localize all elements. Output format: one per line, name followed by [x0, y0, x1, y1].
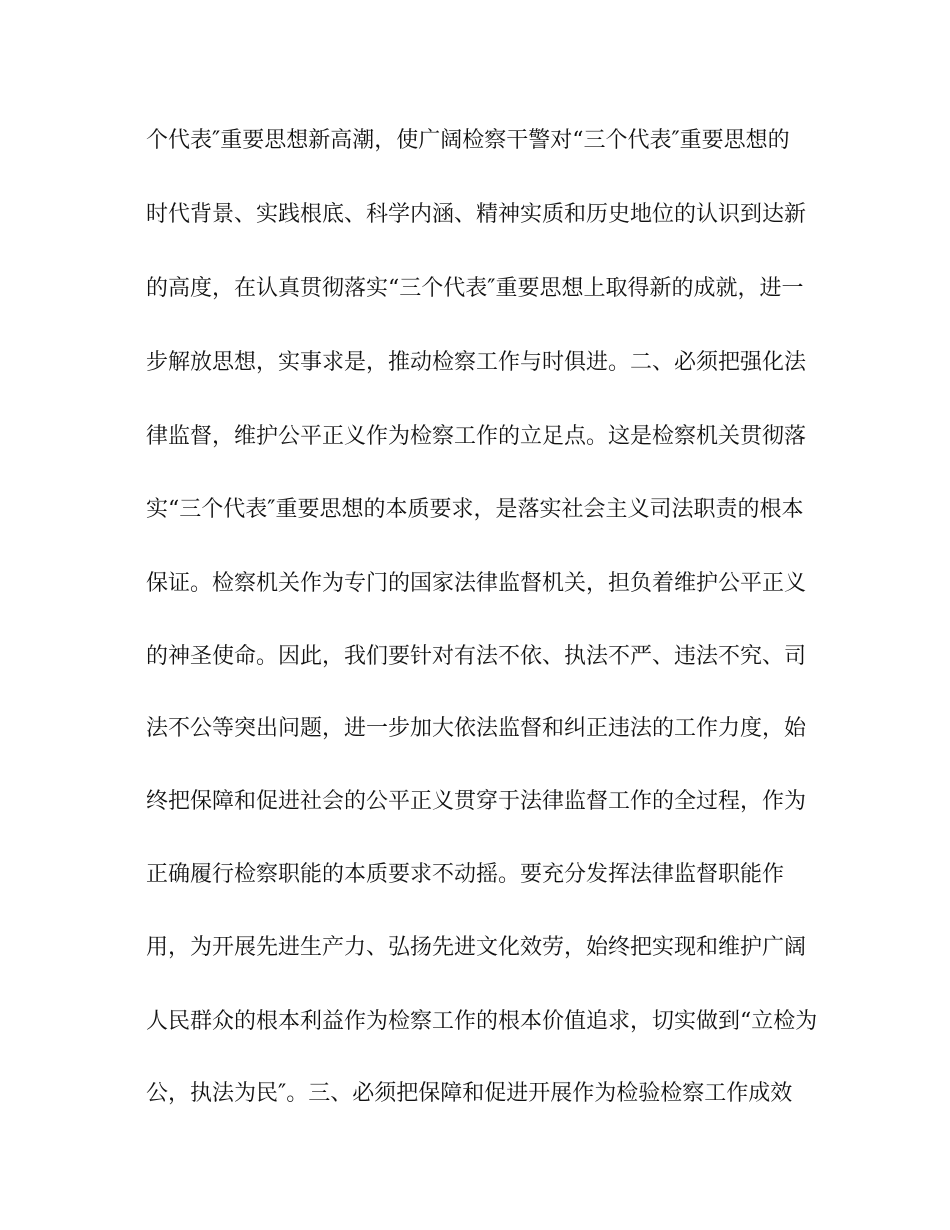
text-line: 步解放思想，实事求是，推动检察工作与时俱进。二、必须把强化法	[146, 350, 807, 375]
text-line: 正确履行检察职能的本质要求不动摇。要充分发挥法律监督职能作	[146, 862, 785, 887]
text-line: 用，为开展先进生产力、弘扬先进文化效劳，始终把实现和维护广阔	[146, 935, 807, 960]
text-line: 的高度，在认真贯彻落实“三个代表″重要思想上取得新的成就，进一	[146, 276, 804, 301]
text-line: 公，执法为民″。三、必须把保障和促进开展作为检验检察工作成效	[146, 1081, 793, 1106]
text-line: 实“三个代表″重要思想的本质要求，是落实社会主义司法职责的根本	[146, 497, 804, 522]
text-line: 个代表″重要思想新高潮，使广阔检察干警对“三个代表″重要思想的	[146, 128, 790, 153]
text-line: 终把保障和促进社会的公平正义贯穿于法律监督工作的全过程，作为	[146, 789, 807, 814]
text-line: 法不公等突出问题，进一步加大依法监督和纠正违法的工作力度，始	[146, 716, 807, 741]
text-line: 人民群众的根本利益作为检察工作的根本价值追求，切实做到“立检为	[146, 1009, 818, 1034]
text-line: 的神圣使命。因此，我们要针对有法不依、执法不严、违法不究、司	[146, 644, 807, 669]
text-line: 时代背景、实践根底、科学内涵、精神实质和历史地位的认识到达新	[146, 202, 807, 227]
text-line: 保证。检察机关作为专门的国家法律监督机关，担负着维护公平正义	[146, 571, 807, 596]
text-line: 律监督，维护公平正义作为检察工作的立足点。这是检察机关贯彻落	[146, 424, 807, 449]
